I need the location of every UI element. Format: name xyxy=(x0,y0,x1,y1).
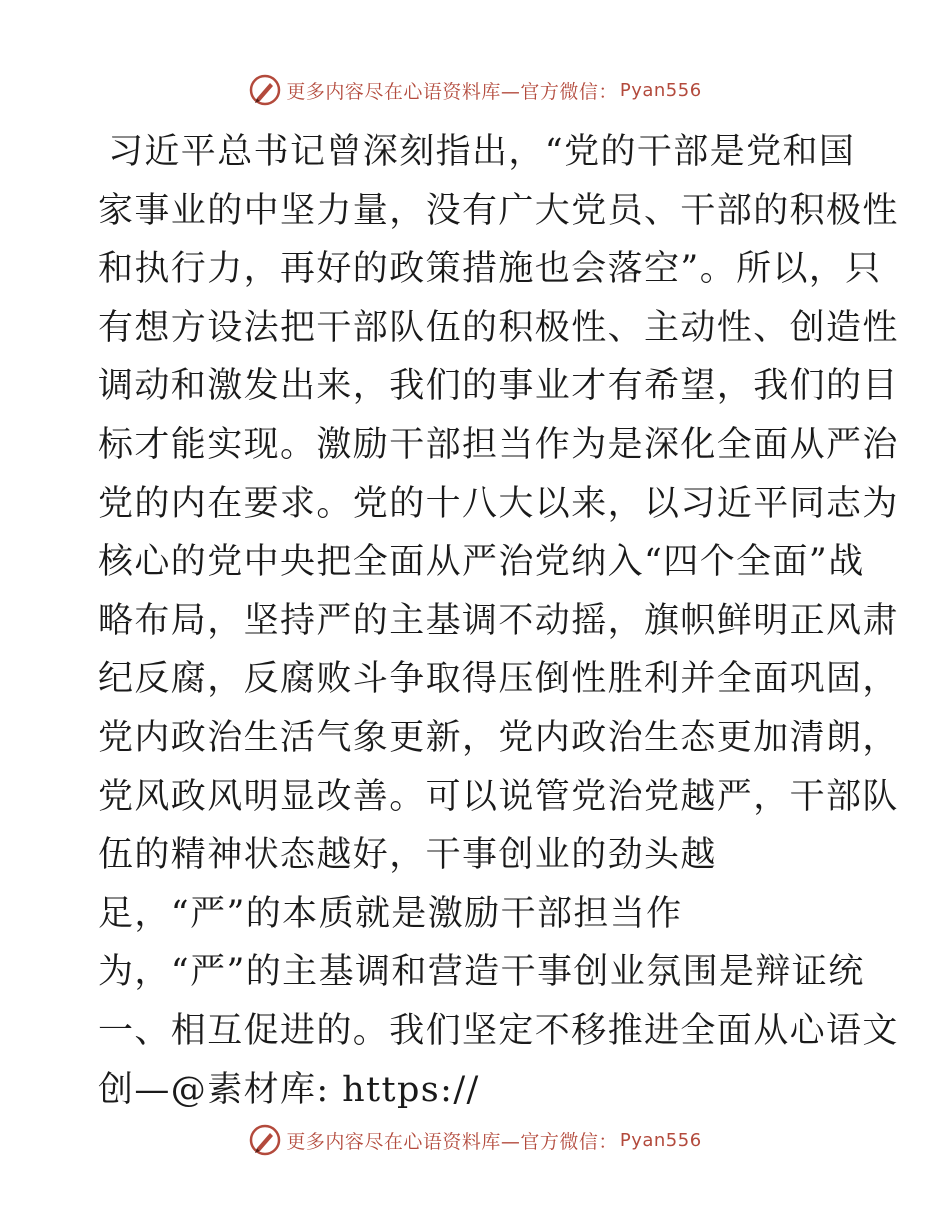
text-line: 核心的党中央把全面从严治党纳入“四个全面”战 xyxy=(98,542,865,583)
watermark-handle: Pyan556 xyxy=(619,1129,702,1151)
text-line: 纪反腐，反腐败斗争取得压倒性胜利并全面巩固， xyxy=(98,659,899,700)
watermark-text: 更多内容尽在心语资料库—官方微信： xyxy=(286,80,618,103)
text-line: 创—@素材库: https:// xyxy=(98,1069,480,1110)
pen-logo-icon xyxy=(248,1123,282,1157)
text-line: 略布局，坚持严的主基调不动摇，旗帜鲜明正风肃 xyxy=(98,600,899,641)
text-line: 和执行力，再好的政策措施也会落空”。所以，只 xyxy=(98,249,882,290)
text-line: 调动和激发出来，我们的事业才有希望，我们的目 xyxy=(98,366,899,407)
text-line: 党风政风明显改善。可以说管党治党越严，干部队 xyxy=(98,776,899,817)
text-line: 习近平总书记曾深刻指出，“党的干部是党和国 xyxy=(108,132,856,172)
pen-logo-icon xyxy=(248,73,282,107)
header-watermark xyxy=(0,70,950,110)
text-line: 党的内在要求。党的十八大以来，以习近平同志为 xyxy=(98,483,899,524)
text-line: 足，“严”的本质就是激励干部担当作 xyxy=(98,893,683,934)
text-line: 党内政治生活气象更新，党内政治生态更加清朗， xyxy=(98,717,899,758)
watermark-text: 更多内容尽在心语资料库—官方微信： xyxy=(286,1130,618,1153)
text-line: 伍的精神状态越好，干事创业的劲头越 xyxy=(98,835,717,876)
footer-watermark xyxy=(0,1120,950,1160)
text-line: 家事业的中坚力量，没有广大党员、干部的积极性 xyxy=(98,190,899,231)
text-line: 有想方设法把干部队伍的积极性、主动性、创造性 xyxy=(98,307,899,348)
watermark-handle: Pyan556 xyxy=(619,79,702,101)
text-line: 一、相互促进的。我们坚定不移推进全面从心语文 xyxy=(98,1010,899,1051)
document-body xyxy=(98,123,899,1119)
text-line: 为，“严”的主基调和营造干事创业氛围是辩证统 xyxy=(98,952,865,993)
text-line: 标才能实现。激励干部担当作为是深化全面从严治 xyxy=(98,424,899,465)
